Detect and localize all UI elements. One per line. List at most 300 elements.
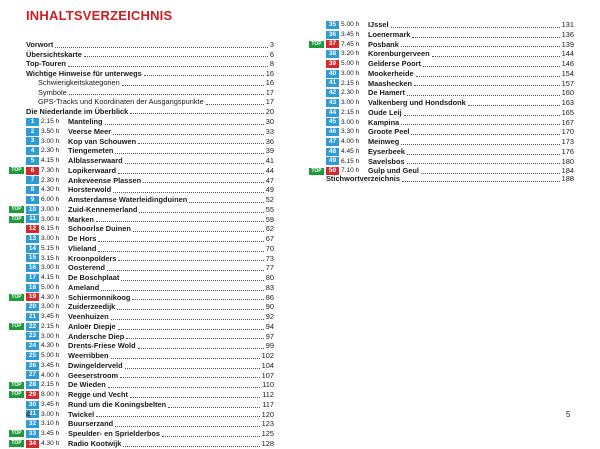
tour-title: De Hors bbox=[68, 234, 97, 243]
tour-title: IJssel bbox=[368, 20, 389, 29]
toc-entry[interactable] bbox=[26, 50, 274, 60]
tour-number-badge: 45 bbox=[326, 118, 339, 126]
tour-number-badge: 43 bbox=[326, 99, 339, 107]
tour-duration: 5.00 h bbox=[41, 352, 60, 359]
tour-entry[interactable] bbox=[326, 69, 574, 79]
toc-entry-page: 16 bbox=[265, 78, 274, 87]
tour-entry[interactable] bbox=[326, 59, 574, 69]
tour-entry[interactable] bbox=[26, 224, 274, 234]
tour-entry[interactable] bbox=[326, 137, 574, 147]
tour-entry[interactable] bbox=[26, 195, 274, 205]
tour-line bbox=[368, 108, 574, 118]
tour-duration: 6.15 h bbox=[341, 157, 360, 165]
tour-entry[interactable] bbox=[26, 244, 274, 254]
tour-entry[interactable] bbox=[26, 137, 274, 147]
tour-duration: 4.30 h bbox=[41, 342, 60, 350]
tour-title: Eyserbeek bbox=[368, 146, 405, 156]
leader-dots bbox=[113, 133, 264, 135]
tour-duration: 3.15 h bbox=[41, 254, 60, 262]
tour-title: Posbank bbox=[368, 39, 399, 49]
tour-line bbox=[68, 283, 274, 293]
tour-line bbox=[68, 205, 274, 215]
tour-title: Tiengemeten bbox=[68, 146, 114, 156]
leader-dots bbox=[162, 435, 260, 437]
leader-dots bbox=[411, 133, 559, 135]
tour-entry[interactable] bbox=[311, 39, 574, 50]
tour-page: 41 bbox=[265, 156, 274, 165]
tour-number-badge: 8 bbox=[26, 186, 39, 194]
tour-line bbox=[368, 20, 574, 30]
tour-entry[interactable] bbox=[11, 292, 274, 303]
tour-line bbox=[68, 156, 274, 166]
tour-title: Drents-Friese Wold bbox=[68, 341, 136, 351]
tour-entry[interactable] bbox=[26, 146, 274, 156]
leader-dots bbox=[98, 240, 263, 242]
tour-duration: 3.10 h bbox=[41, 420, 60, 428]
toc-entry-title: Top-Touren bbox=[26, 59, 66, 68]
tour-line bbox=[68, 146, 274, 156]
tour-number-badge: 28 bbox=[26, 381, 39, 389]
leader-dots bbox=[139, 211, 263, 213]
tour-duration: 2.15 h bbox=[341, 108, 360, 116]
tour-page: 30 bbox=[265, 117, 274, 126]
tour-page: 86 bbox=[265, 292, 274, 302]
front-matter-list bbox=[26, 40, 274, 116]
toc-entry[interactable] bbox=[26, 88, 274, 98]
tour-line bbox=[368, 30, 574, 40]
tour-page: 92 bbox=[265, 312, 274, 321]
tour-title: Meinweg bbox=[368, 137, 400, 146]
tour-title: Geeserstroom bbox=[68, 370, 119, 380]
tour-page: 112 bbox=[262, 390, 274, 399]
toc-entry-title: Vorwort bbox=[26, 40, 54, 49]
tour-line bbox=[68, 371, 274, 381]
tour-line bbox=[68, 439, 274, 449]
tour-duration: 3.45 h bbox=[41, 430, 60, 437]
tour-number-badge: 18 bbox=[26, 284, 39, 292]
leader-dots bbox=[468, 104, 560, 106]
leader-dots bbox=[407, 162, 560, 164]
index-entry[interactable] bbox=[326, 174, 574, 184]
tour-number-badge: 26 bbox=[26, 362, 39, 370]
tour-entry[interactable] bbox=[26, 127, 274, 137]
toc-entry[interactable] bbox=[26, 40, 274, 50]
tour-page: 73 bbox=[265, 253, 274, 263]
tour-number-badge: 39 bbox=[326, 60, 339, 68]
tour-entry[interactable] bbox=[26, 351, 274, 361]
top-tour-badge: TOP bbox=[9, 430, 24, 437]
tour-line bbox=[68, 195, 274, 205]
tour-entry[interactable] bbox=[326, 30, 574, 40]
tour-duration: 3.00 h bbox=[41, 215, 60, 223]
leader-dots bbox=[55, 46, 268, 48]
tour-number-badge: 32 bbox=[26, 420, 39, 428]
tour-number-badge: 12 bbox=[26, 225, 39, 233]
tour-title: Gulp und Geul bbox=[368, 166, 419, 176]
tour-page: 52 bbox=[265, 195, 274, 204]
tour-title: Maashecken bbox=[368, 78, 412, 88]
tour-page: 160 bbox=[561, 88, 574, 98]
leader-dots bbox=[96, 220, 264, 222]
tour-line bbox=[68, 234, 274, 244]
tour-title: Loenermark bbox=[368, 29, 411, 39]
tour-number-badge: 42 bbox=[326, 89, 339, 97]
tour-page: 170 bbox=[561, 127, 574, 137]
tour-title: Twickel bbox=[68, 409, 95, 419]
tour-line bbox=[68, 410, 274, 420]
tour-entry[interactable] bbox=[26, 156, 274, 166]
tour-number-badge: 33 bbox=[26, 430, 39, 438]
toc-entry-title: Symbole bbox=[38, 87, 67, 97]
tour-page: 180 bbox=[561, 156, 574, 166]
tour-number-badge: 17 bbox=[26, 274, 39, 282]
tour-page: 131 bbox=[561, 20, 574, 29]
tour-duration: 5.00 h bbox=[41, 283, 60, 291]
tour-line bbox=[368, 157, 574, 167]
tour-entry[interactable] bbox=[26, 400, 274, 410]
tour-entry[interactable] bbox=[326, 88, 574, 98]
tour-entry[interactable] bbox=[326, 108, 574, 118]
tour-number-badge: 48 bbox=[326, 148, 339, 156]
tour-entry[interactable] bbox=[11, 204, 274, 215]
tour-number-badge: 16 bbox=[26, 264, 39, 272]
tour-number-badge: 30 bbox=[26, 401, 39, 409]
leader-dots bbox=[96, 415, 260, 417]
tour-duration: 5.00 h bbox=[341, 60, 360, 67]
top-tour-badge: TOP bbox=[309, 41, 324, 48]
leader-dots bbox=[168, 406, 260, 408]
leader-dots bbox=[143, 181, 264, 183]
tour-duration: 5.15 h bbox=[41, 244, 60, 252]
tour-title: Groote Peel bbox=[368, 127, 410, 137]
toc-entry-page: 17 bbox=[265, 87, 274, 97]
tour-page: 146 bbox=[561, 59, 574, 68]
leader-dots bbox=[107, 269, 264, 271]
toc-entry-page: 20 bbox=[265, 106, 274, 116]
left-page bbox=[0, 0, 300, 448]
tour-duration: 4.00 h bbox=[341, 138, 360, 145]
tour-line bbox=[68, 293, 274, 303]
toc-heading: INHALTSVERZEICHNIS bbox=[26, 8, 173, 23]
tour-page: 97 bbox=[265, 331, 274, 341]
tour-line bbox=[68, 185, 274, 195]
tour-line bbox=[68, 166, 274, 176]
leader-dots bbox=[108, 386, 260, 388]
tour-entry[interactable] bbox=[326, 157, 574, 167]
tour-title: Lopikerwaard bbox=[68, 165, 117, 175]
leader-dots bbox=[125, 367, 260, 369]
tour-number-badge: 44 bbox=[326, 109, 339, 117]
tour-page: 59 bbox=[265, 214, 274, 224]
tour-number-badge: 25 bbox=[26, 352, 39, 360]
tour-number-badge: 35 bbox=[326, 21, 339, 29]
tour-duration: 3.00 h bbox=[41, 264, 60, 272]
toc-entry-title: Die Niederlande im Überblick bbox=[26, 106, 129, 116]
toc-entry-title: Schwierigkeitskategorien bbox=[38, 78, 120, 87]
tour-entry[interactable] bbox=[26, 117, 274, 127]
tour-page: 128 bbox=[261, 438, 274, 448]
tour-number-badge: 2 bbox=[26, 128, 39, 136]
tour-entry[interactable] bbox=[26, 263, 274, 273]
tour-title: Rund um die Koningsbelten bbox=[68, 399, 167, 409]
leader-dots bbox=[84, 55, 268, 57]
tour-title: Marken bbox=[68, 214, 94, 224]
tour-entry[interactable] bbox=[11, 321, 274, 332]
leader-dots bbox=[414, 84, 560, 86]
tour-page: 62 bbox=[265, 224, 274, 234]
tour-list-right bbox=[311, 20, 574, 176]
leader-dots bbox=[117, 308, 264, 310]
tour-number-badge: 50 bbox=[326, 167, 339, 175]
leader-dots bbox=[404, 114, 560, 116]
tour-title: De Wieden bbox=[68, 380, 106, 390]
tour-line bbox=[68, 390, 274, 400]
tour-page: 139 bbox=[561, 39, 574, 49]
toc-entry[interactable] bbox=[26, 97, 274, 107]
tour-page: 163 bbox=[561, 98, 574, 107]
tour-title: Kroonpolders bbox=[68, 253, 117, 263]
leader-dots bbox=[407, 94, 560, 96]
tour-line bbox=[368, 49, 574, 59]
tour-line bbox=[368, 147, 574, 157]
leader-dots bbox=[402, 180, 560, 182]
tour-entry[interactable] bbox=[326, 127, 574, 137]
tour-page: 173 bbox=[561, 137, 574, 146]
tour-line bbox=[68, 400, 274, 410]
tour-number-badge: 7 bbox=[26, 176, 39, 184]
top-tour-badge: TOP bbox=[9, 216, 24, 223]
tour-entry[interactable] bbox=[26, 361, 274, 371]
toc-entry-page: 17 bbox=[265, 97, 274, 106]
tour-title: De Hamert bbox=[368, 88, 405, 98]
tour-number-badge: 46 bbox=[326, 128, 339, 136]
page-number-left: 4 bbox=[26, 410, 31, 419]
tour-duration: 3.00 h bbox=[341, 118, 360, 126]
tour-number-badge: 34 bbox=[26, 440, 39, 448]
toc-entry-page: 8 bbox=[269, 59, 274, 68]
leader-dots bbox=[144, 74, 264, 76]
tour-entry[interactable] bbox=[26, 283, 274, 293]
tour-page: 99 bbox=[265, 341, 274, 351]
tour-entry[interactable] bbox=[11, 390, 274, 400]
toc-entry[interactable] bbox=[26, 78, 274, 88]
tour-line bbox=[68, 176, 274, 186]
index-page: 188 bbox=[561, 174, 574, 183]
tour-entry[interactable] bbox=[326, 49, 574, 59]
tour-duration: 4.30 h bbox=[41, 293, 60, 301]
tour-number-badge: 37 bbox=[326, 40, 339, 48]
page-number-right: 5 bbox=[566, 410, 571, 419]
leader-dots bbox=[125, 162, 264, 164]
tour-title: Mookerheide bbox=[368, 68, 414, 78]
tour-entry[interactable] bbox=[326, 98, 574, 108]
tour-title: Andersche Diep bbox=[68, 331, 125, 341]
tour-title: Zuiderzeedijk bbox=[68, 302, 116, 312]
tour-title: Weerribben bbox=[68, 351, 109, 360]
tour-entry[interactable] bbox=[11, 380, 274, 390]
tour-duration: 2.30 h bbox=[341, 89, 360, 97]
tour-entry[interactable] bbox=[26, 341, 274, 351]
tour-entry[interactable] bbox=[26, 234, 274, 244]
tour-duration: 3.45 h bbox=[341, 30, 360, 38]
tour-duration: 3.00 h bbox=[341, 69, 360, 77]
tour-number-badge: 22 bbox=[26, 323, 39, 331]
tour-duration: 2.15 h bbox=[41, 322, 60, 330]
tour-page: 47 bbox=[265, 175, 274, 185]
tour-number-badge: 21 bbox=[26, 313, 39, 321]
tour-duration: 3.45 h bbox=[41, 400, 60, 408]
leader-dots bbox=[105, 123, 264, 125]
tour-duration: 2.15 h bbox=[341, 79, 360, 87]
tour-line bbox=[68, 244, 274, 254]
tour-title: Ameland bbox=[68, 282, 100, 292]
tour-entry[interactable] bbox=[326, 118, 574, 128]
tour-entry[interactable] bbox=[326, 147, 574, 157]
toc-entry-page: 16 bbox=[265, 68, 274, 78]
tour-title: Gelderse Poort bbox=[368, 59, 421, 68]
top-tour-badge: TOP bbox=[9, 294, 24, 301]
tour-line bbox=[368, 69, 574, 79]
tour-line bbox=[68, 341, 274, 351]
tour-entry[interactable] bbox=[26, 332, 274, 342]
tour-page: 70 bbox=[265, 243, 274, 253]
tour-number-badge: 29 bbox=[26, 391, 39, 399]
tour-line bbox=[68, 322, 274, 332]
tour-title: Vlieland bbox=[68, 243, 97, 253]
top-tour-badge: TOP bbox=[9, 167, 24, 174]
leader-dots bbox=[206, 103, 264, 105]
tour-number-badge: 1 bbox=[26, 118, 39, 126]
tour-duration: 3.00 h bbox=[41, 205, 60, 213]
leader-dots bbox=[133, 230, 264, 232]
top-tour-badge: TOP bbox=[9, 323, 24, 330]
tour-duration: 3.00 h bbox=[41, 137, 60, 145]
tour-line bbox=[368, 59, 574, 69]
tour-line bbox=[68, 312, 274, 322]
leader-dots bbox=[69, 93, 264, 95]
leader-dots bbox=[130, 396, 260, 398]
leader-dots bbox=[113, 191, 264, 193]
tour-line bbox=[68, 302, 274, 312]
tour-title: Regge und Vecht bbox=[68, 390, 128, 399]
tour-line bbox=[68, 254, 274, 264]
toc-entry[interactable] bbox=[26, 59, 274, 69]
tour-entry[interactable] bbox=[26, 410, 274, 420]
tour-entry[interactable] bbox=[26, 254, 274, 264]
tour-entry[interactable] bbox=[326, 20, 574, 30]
tour-page: 102 bbox=[261, 351, 274, 360]
tour-entry[interactable] bbox=[26, 185, 274, 195]
leader-dots bbox=[126, 337, 263, 339]
tour-entry[interactable] bbox=[11, 438, 274, 449]
tour-title: Anloër Diepje bbox=[68, 321, 116, 331]
tour-page: 144 bbox=[561, 49, 574, 59]
tour-page: 136 bbox=[561, 29, 574, 39]
leader-dots bbox=[68, 65, 268, 67]
tour-page: 33 bbox=[265, 126, 274, 136]
tour-entry[interactable] bbox=[26, 176, 274, 186]
leader-dots bbox=[111, 318, 264, 320]
tour-duration: 3.00 h bbox=[341, 99, 360, 106]
toc-entry[interactable] bbox=[26, 107, 274, 117]
tour-entry[interactable] bbox=[11, 165, 274, 176]
tour-duration: 6.15 h bbox=[41, 225, 60, 233]
leader-dots bbox=[407, 153, 560, 155]
leader-dots bbox=[101, 289, 264, 291]
tour-number-badge: 14 bbox=[26, 245, 39, 253]
leader-dots bbox=[401, 143, 559, 145]
tour-duration: 4.30 h bbox=[41, 186, 60, 194]
tour-entry[interactable] bbox=[11, 429, 274, 439]
tour-title: Oosterend bbox=[68, 263, 105, 273]
tour-entry[interactable] bbox=[26, 312, 274, 322]
tour-line bbox=[68, 224, 274, 234]
tour-number-badge: 13 bbox=[26, 235, 39, 243]
tour-page: 90 bbox=[265, 302, 274, 312]
tour-page: 83 bbox=[265, 282, 274, 292]
tour-page: 67 bbox=[265, 234, 274, 243]
tour-line bbox=[68, 380, 274, 390]
tour-title: Radio Kootwijk bbox=[68, 438, 122, 448]
top-tour-badge: TOP bbox=[9, 206, 24, 213]
tour-duration: 7.30 h bbox=[41, 166, 60, 174]
tour-line bbox=[368, 88, 574, 98]
tour-entry[interactable] bbox=[26, 371, 274, 381]
tour-number-badge: 47 bbox=[326, 138, 339, 146]
leader-dots bbox=[123, 445, 259, 447]
tour-number-badge: 4 bbox=[26, 147, 39, 155]
tour-entry[interactable] bbox=[26, 302, 274, 312]
tour-title: Kampina bbox=[368, 117, 400, 127]
tour-page: 55 bbox=[265, 204, 274, 214]
tour-number-badge: 38 bbox=[326, 50, 339, 58]
top-tour-badge: TOP bbox=[9, 382, 24, 389]
right-page bbox=[300, 0, 600, 428]
tour-line bbox=[68, 273, 274, 283]
leader-dots bbox=[412, 36, 559, 38]
tour-number-badge: 15 bbox=[26, 254, 39, 262]
tour-entry[interactable] bbox=[11, 214, 274, 225]
tour-number-badge: 23 bbox=[26, 332, 39, 340]
toc-entry[interactable] bbox=[26, 69, 274, 79]
tour-page: 154 bbox=[561, 68, 574, 78]
tour-page: 117 bbox=[262, 399, 274, 409]
tour-title: Schoorlse Duinen bbox=[68, 224, 131, 234]
leader-dots bbox=[423, 65, 560, 67]
tour-line bbox=[68, 361, 274, 371]
tour-number-badge: 5 bbox=[26, 157, 39, 165]
leader-dots bbox=[118, 172, 264, 174]
tour-number-badge: 3 bbox=[26, 137, 39, 145]
tour-line bbox=[368, 79, 574, 89]
tour-duration: 4.30 h bbox=[41, 439, 60, 447]
tour-entry[interactable] bbox=[26, 273, 274, 283]
tour-entry[interactable] bbox=[326, 79, 574, 89]
tour-page: 77 bbox=[265, 263, 274, 273]
tour-number-badge: 20 bbox=[26, 303, 39, 311]
toc-entry-title: GPS-Tracks und Koordinaten der Ausgangspunkte bbox=[38, 97, 204, 106]
tour-page: 120 bbox=[261, 409, 274, 419]
tour-line bbox=[368, 118, 574, 128]
tour-duration: 7.10 h bbox=[341, 167, 360, 175]
leader-dots bbox=[122, 84, 264, 86]
tour-page: 157 bbox=[561, 78, 574, 88]
tour-line bbox=[68, 215, 274, 225]
tour-line bbox=[68, 351, 274, 361]
tour-number-badge: 11 bbox=[26, 215, 39, 223]
leader-dots bbox=[120, 376, 260, 378]
leader-dots bbox=[111, 357, 260, 359]
